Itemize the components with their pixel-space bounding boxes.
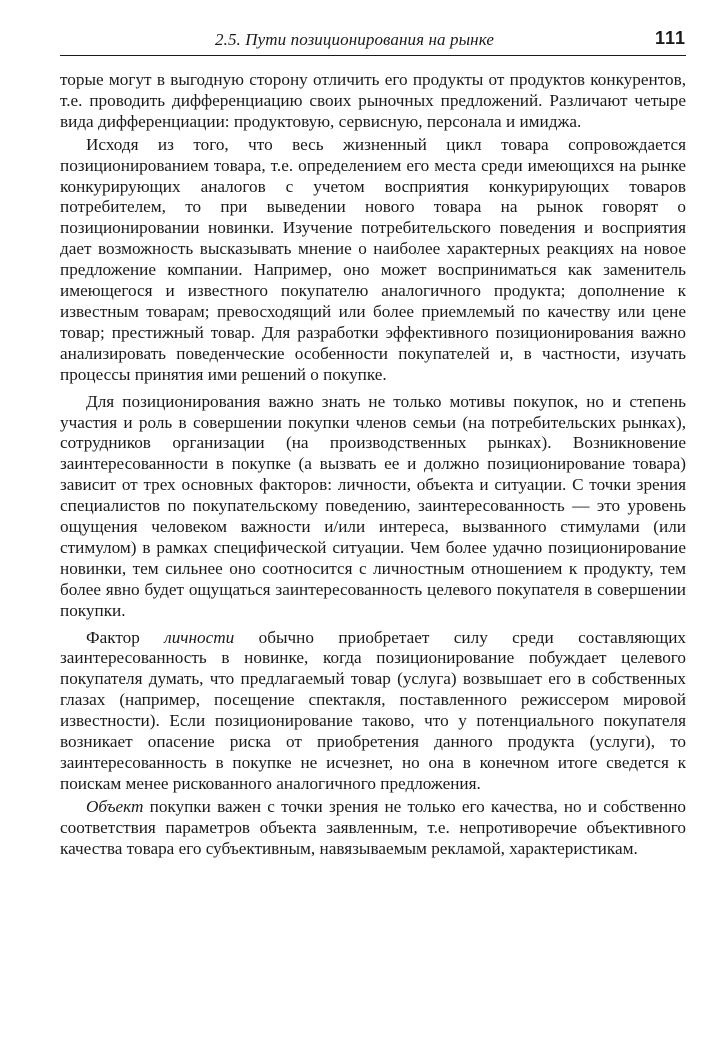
emphasis-personality: личности xyxy=(164,627,235,647)
paragraph-object-factor xyxy=(60,797,686,860)
paragraph-text: Для позиционирования важно знать не только мотивы покупок, но и степень участия и роль в совершении покупки членов семьи (на потребительских рынках), сотрудников организации (на производственных рынках). Возникновение заинтересованности в покупке (а вызвать ее и должно позиционирование товара) зависит от трех основных факторов: личности, объекта и ситуации. С точки зрения специалистов по покупательскому поведению, заинтересованность — это уровень ощущения человеком важности и/или интереса, вызванного стимулами (или стимулом) в рамках специфической ситуации. Чем более удачно позиционирование новинки, тем сильнее оно соотносится с личностным отношением к продукту, тем более явно будет ощущаться заинтересованность целевого покупателя в совершении покупки. xyxy=(60,391,686,620)
paragraph-text: обычно приобретает силу среди составляющих заинтересованность в новинке, когда позиционирование побуждает целевого покупателя думать, что предлагаемый товар (услуга) возвышает его в собственных глазах (например, посещение спектакля, поставленного режиссером мировой известности). Если позиционирование таково, что у потенциального покупателя возникает опасение риска от приобретения данного продукта (услуги), то заинтересованность в покупке не исчезнет, но она в конечном итоге сведется к поискам менее рискованного аналогичного предложения. xyxy=(60,627,686,793)
paragraph-involvement xyxy=(60,392,686,622)
body-text xyxy=(60,70,686,862)
page-number: 111 xyxy=(654,28,686,48)
emphasis-object: Объект xyxy=(86,796,144,816)
paragraph-personality-factor xyxy=(60,628,686,795)
paragraph-lifecycle xyxy=(60,135,686,386)
paragraph-text: покупки важен с точки зрения не только его качества, но и собственно соответствия параметров объекта заявленным, т.е. непротиворечие объективного качества товара его субъективным, навязываемым рекламой, характеристикам. xyxy=(60,796,686,858)
chapter-section-title: 2.5. Пути позиционирования на рынке xyxy=(215,30,494,49)
paragraph-lead: Фактор xyxy=(86,627,165,647)
paragraph-text: торые могут в выгодную сторону отличить его продукты от продуктов конкурентов, т.е. проводить дифференциацию своих рыночных предложений. Различают четыре вида дифференциации: продуктовую, сервисную, персонала и имиджа. xyxy=(60,70,686,131)
paragraph-text: Исходя из того, что весь жизненный цикл товара сопровождается позиционированием товара, т.е. определением его места среди имеющихся на рынке конкурирующих аналогов с учетом восприятия конкурирующих товаров потребителем, то при выведении нового товара на рынок говорят о позиционировании новинки. Изучение потребительского поведения и восприятия дает возможность высказывать мнение о наиболее характерных реакциях на новое предложение компании. Например, оно может восприниматься как заменитель имеющегося и известного покупателю аналогичного продукта; дополнение к известным товарам; превосходящий или более приемлемый по качеству или цене товар; престижный товар. Для разработки эффективного позиционирования важно анализировать поведенческие особенности покупателей и, в частности, изучать процессы принятия ими решений о покупке. xyxy=(60,134,686,384)
paragraph-continuation xyxy=(60,70,686,133)
header-rule xyxy=(60,55,686,56)
running-header xyxy=(60,26,686,56)
